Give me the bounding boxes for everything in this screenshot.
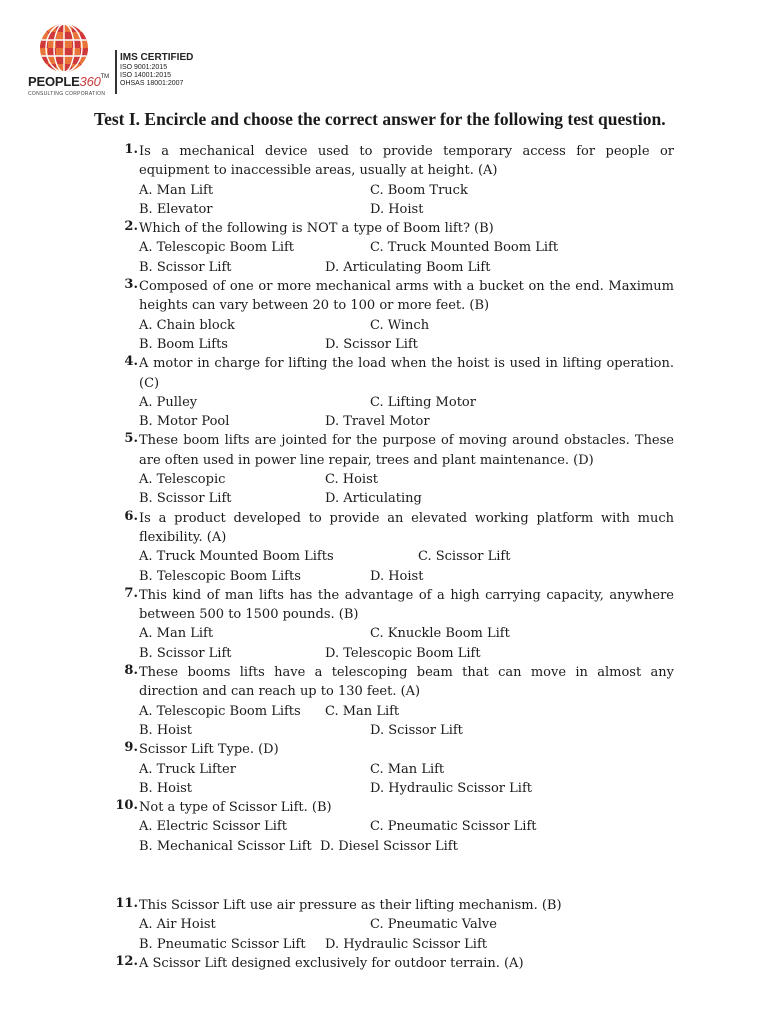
header-divider (115, 50, 117, 94)
answer-option[interactable]: C. Man Lift (325, 703, 400, 719)
brand-trademark: TM (100, 74, 109, 80)
answer-option[interactable]: C. Knuckle Boom Lift (370, 626, 510, 642)
question-number: 4. (124, 354, 138, 370)
question-number: 11. (115, 895, 138, 911)
question-item (124, 431, 674, 508)
answer-option[interactable]: A. Telescopic Boom Lift (139, 240, 295, 256)
option-row (139, 935, 674, 954)
option-row (139, 721, 674, 740)
option-row (139, 393, 674, 412)
question-number: 9. (124, 740, 138, 756)
question-text: Scissor Lift Type. (D) (139, 742, 279, 758)
answer-option[interactable]: D. Articulating Boom Lift (325, 259, 491, 275)
question-text: These booms lifts have a telescoping beam that can move in almost any direction and can reach up to 130 feet. (A) (139, 665, 674, 700)
question-text: Is a mechanical device used to provide temporary access for people or equipment to inaccessible areas, usually at height. (A) (139, 144, 674, 179)
answer-option[interactable]: A. Truck Lifter (139, 761, 236, 777)
question-text: These boom lifts are jointed for the purpose of moving around obstacles. These are often used in power line repair, trees and plant maintenance. (D) (139, 433, 674, 468)
ims-line: ISO 9001:2015 (120, 64, 168, 71)
option-row (139, 915, 674, 934)
answer-option[interactable]: D. Hoist (370, 201, 424, 217)
answer-option[interactable]: A. Chain block (139, 317, 235, 333)
answer-option[interactable]: B. Elevator (139, 201, 213, 217)
answer-option[interactable]: C. Winch (370, 317, 430, 333)
brand-number: 360 (79, 74, 101, 89)
answer-option[interactable]: B. Scissor Lift (139, 645, 232, 661)
answer-option[interactable]: D. Telescopic Boom Lift (325, 645, 481, 661)
question-item (115, 953, 674, 973)
question-item (124, 142, 674, 219)
answer-option[interactable]: A. Pulley (139, 394, 198, 410)
question-text: Which of the following is NOT a type of Boom lift? (B) (139, 221, 494, 237)
answer-option[interactable]: B. Motor Pool (139, 414, 230, 430)
brand-name (28, 74, 109, 89)
answer-option[interactable]: D. Articulating (325, 491, 422, 507)
option-row (139, 837, 674, 856)
answer-option[interactable]: C. Scissor Lift (418, 549, 511, 565)
question-item (124, 508, 674, 586)
option-row (139, 644, 674, 663)
ims-line: ISO 14001:2015 (120, 72, 171, 79)
answer-option[interactable]: B. Pneumatic Scissor Lift (139, 936, 306, 952)
option-row (139, 760, 674, 779)
question-text: Not a type of Scissor Lift. (B) (139, 800, 332, 816)
option-row (139, 412, 674, 431)
question-number: 7. (124, 585, 138, 601)
answer-option[interactable]: A. Electric Scissor Lift (139, 819, 287, 835)
question-item (124, 740, 674, 798)
answer-option[interactable]: C. Man Lift (370, 761, 445, 777)
question-number: 10. (115, 798, 138, 814)
globe-logo-icon (38, 22, 90, 74)
answer-option[interactable]: B. Boom Lifts (139, 336, 228, 352)
answer-option[interactable]: C. Pneumatic Scissor Lift (370, 819, 537, 835)
option-row (139, 779, 674, 798)
question-text: Composed of one or more mechanical arms with a bucket on the end. Maximum heights can vary between 20 to 100 or more feet. (B) (139, 279, 674, 314)
question-item (124, 663, 674, 740)
question-item (124, 277, 674, 354)
answer-option[interactable]: D. Hydraulic Scissor Lift (325, 936, 487, 952)
question-item (124, 585, 674, 663)
answer-option[interactable]: C. Boom Truck (370, 182, 468, 198)
answer-option[interactable]: D. Scissor Lift (325, 336, 418, 352)
question-list (0, 142, 768, 973)
answer-option[interactable]: A. Telescopic Boom Lifts (139, 703, 301, 719)
answer-option[interactable]: C. Hoist (325, 472, 378, 488)
question-number: 8. (124, 663, 138, 679)
answer-option[interactable]: A. Man Lift (139, 626, 214, 642)
page-gap (0, 856, 768, 896)
option-row (139, 567, 674, 586)
question-text: A motor in charge for lifting the load when the hoist is used in lifting operation. (C) (139, 356, 674, 391)
answer-option[interactable]: A. Truck Mounted Boom Lifts (139, 549, 334, 565)
question-number: 1. (124, 142, 138, 157)
question-item (124, 354, 674, 431)
question-number: 2. (124, 219, 138, 235)
question-item (124, 219, 674, 277)
question-number: 6. (124, 508, 138, 524)
question-item (115, 798, 674, 856)
question-text: This Scissor Lift use air pressure as their lifting mechanism. (B) (139, 897, 562, 913)
answer-option[interactable]: A. Telescopic (139, 472, 226, 488)
answer-option[interactable]: B. Hoist (139, 722, 193, 738)
answer-option[interactable]: D. Scissor Lift (370, 722, 463, 738)
option-row (139, 316, 674, 335)
answer-option[interactable]: D. Diesel Scissor Lift (320, 838, 458, 854)
question-number: 3. (124, 277, 138, 293)
option-row (139, 258, 674, 277)
option-row (139, 181, 674, 200)
question-text: Is a product developed to provide an elevated working platform with much flexibility. (A) (139, 510, 674, 545)
question-number: 5. (124, 431, 138, 447)
answer-option[interactable]: D. Hydraulic Scissor Lift (370, 780, 532, 796)
option-row (139, 489, 674, 508)
brand-prefix: PEOPLE (28, 74, 80, 89)
answer-option[interactable]: B. Scissor Lift (139, 491, 232, 507)
answer-option[interactable]: B. Scissor Lift (139, 259, 232, 275)
question-text: A Scissor Lift designed exclusively for outdoor terrain. (A) (139, 955, 524, 971)
answer-option[interactable]: C. Truck Mounted Boom Lift (370, 240, 559, 256)
answer-option[interactable]: B. Telescopic Boom Lifts (139, 568, 301, 584)
answer-option[interactable]: D. Travel Motor (325, 414, 430, 430)
option-row (139, 624, 674, 643)
option-row (139, 817, 674, 836)
brand-subtitle: CONSULTING CORPORATION (28, 91, 106, 97)
test-title: Test I. Encircle and choose the correct answer for the following test question. (94, 109, 666, 129)
option-row (139, 200, 674, 219)
answer-option[interactable]: C. Pneumatic Valve (370, 917, 497, 933)
option-row (139, 238, 674, 257)
letterhead (28, 22, 228, 97)
option-row (139, 547, 674, 566)
ims-certification (120, 52, 193, 88)
question-item (115, 895, 674, 954)
answer-option[interactable]: A. Air Hoist (139, 917, 216, 933)
question-number: 12. (115, 953, 138, 969)
option-row (139, 470, 674, 489)
answer-option[interactable]: D. Hoist (370, 568, 424, 584)
answer-option[interactable]: C. Lifting Motor (370, 394, 476, 410)
answer-option[interactable]: B. Hoist (139, 780, 193, 796)
answer-option[interactable]: A. Man Lift (139, 182, 214, 198)
ims-line: OHSAS 18001:2007 (120, 80, 184, 87)
ims-title: IMS CERTIFIED (120, 52, 194, 63)
option-row (139, 335, 674, 354)
answer-option[interactable]: B. Mechanical Scissor Lift (139, 838, 312, 854)
question-text: This kind of man lifts has the advantage of a high carrying capacity, anywhere between 500 to 1500 pounds. (B) (139, 587, 674, 623)
option-row (139, 702, 674, 721)
